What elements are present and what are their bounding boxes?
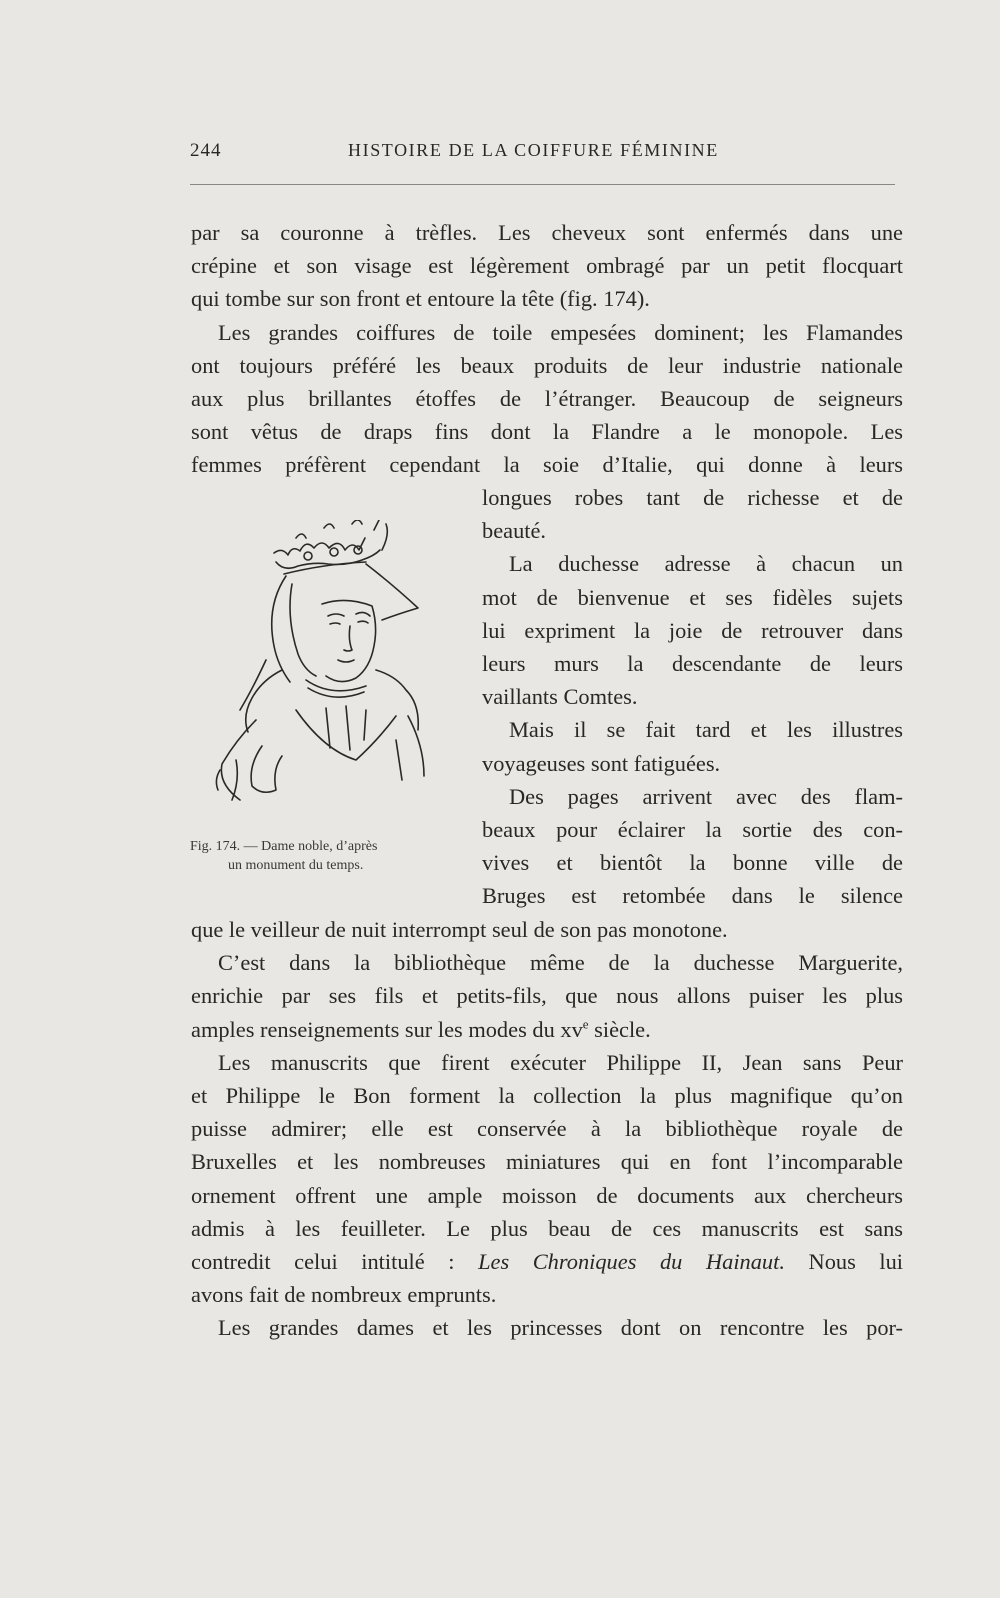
text-line: enrichie par ses fils et petits-fils, que nous allons puiser les plus <box>191 983 903 1009</box>
text-segment: Nous lui <box>784 1248 904 1274</box>
text-segment: contredit celui intitulé : <box>191 1248 479 1274</box>
text-line: admis à les feuilleter. Le plus beau de ces manuscrits est sans <box>191 1215 903 1241</box>
text-line: Mais il se fait tard et les illustres <box>509 717 903 743</box>
text-line: par sa couronne à trèfles. Les cheveux sont enfermés dans une <box>191 220 903 245</box>
text-line: La duchesse adresse à chacun un <box>509 551 903 577</box>
text-line: voyageuses sont fatiguées. <box>482 750 721 776</box>
text-line: crépine et son visage est légèrement ombragé par un petit flocquart <box>191 253 903 279</box>
caption-line: un monument du temps. <box>228 858 364 873</box>
header-rule <box>190 184 895 185</box>
page-number: 244 <box>190 140 222 161</box>
text-line: Les manuscrits que firent exécuter Philippe II, Jean sans Peur <box>218 1049 903 1075</box>
text-line: lui expriment la joie de retrouver dans <box>482 617 903 643</box>
text-line: qui tombe sur son front et entoure la tête (fig. 174). <box>191 286 650 312</box>
paragraph-block-bottom <box>191 913 903 1344</box>
text-line: Bruxelles et les nombreuses miniatures qui en font l’incomparable <box>191 1149 903 1175</box>
text-line: Les grandes coiffures de toile empesées dominent; les Flamandes <box>218 319 903 345</box>
text-line: Les grandes dames et les princesses dont on rencontre les por- <box>218 1315 903 1341</box>
text-line: leurs murs la descendante de leurs <box>482 650 903 676</box>
text-line: vaillants Comtes. <box>482 684 638 710</box>
text-segment: amples renseignements sur les modes du xv <box>191 1016 583 1042</box>
text-line <box>191 1013 903 1046</box>
text-line: ont toujours préféré les beaux produits de leur industrie nationale <box>191 352 903 378</box>
caption-line: Fig. 174. — Dame noble, d’après <box>190 839 378 854</box>
text-line: que le veilleur de nuit interrompt seul de son pas monotone. <box>191 917 728 942</box>
text-line: femmes préfèrent cependant la soie d’Italie, qui donne à leurs <box>191 452 903 478</box>
text-line: C’est dans la bibliothèque même de la duchesse Marguerite, <box>218 950 903 976</box>
text-line: puisse admirer; elle est conservée à la bibliothèque royale de <box>191 1116 903 1142</box>
text-line: beaux pour éclairer la sortie des con- <box>482 816 903 842</box>
text-line: sont vêtus de draps fins dont la Flandre a le monopole. Les <box>191 419 903 445</box>
figure-174-illustration <box>196 520 466 830</box>
paragraph-block-top <box>191 216 903 482</box>
book-title: Les Chroniques du Hainaut. <box>478 1248 785 1274</box>
paragraph-block-beside-figure <box>482 481 903 912</box>
text-line: vives et bientôt la bonne ville de <box>482 850 903 876</box>
text-line: beauté. <box>482 518 547 544</box>
text-line: et Philippe le Bon forment la collection la plus magnifique qu’on <box>191 1082 903 1108</box>
text-line: avons fait de nombreux emprunts. <box>191 1282 497 1308</box>
text-segment: siècle. <box>588 1016 651 1042</box>
figure-caption <box>190 837 460 875</box>
text-line: Des pages arrivent avec des flam- <box>509 783 903 809</box>
text-line: ornement offrent une ample moisson de documents aux chercheurs <box>191 1182 903 1208</box>
text-line: Bruges est retombée dans le silence <box>482 883 903 909</box>
running-title: HISTOIRE DE LA COIFFURE FÉMININE <box>348 140 719 160</box>
text-line: longues robes tant de richesse et de <box>482 485 903 510</box>
page-header <box>190 140 895 170</box>
text-line <box>191 1245 903 1278</box>
text-line: aux plus brillantes étoffes de l’étranger. Beaucoup de seigneurs <box>191 385 903 411</box>
text-line: mot de bienvenue et ses fidèles sujets <box>482 584 903 610</box>
superscript: e <box>582 1016 589 1032</box>
